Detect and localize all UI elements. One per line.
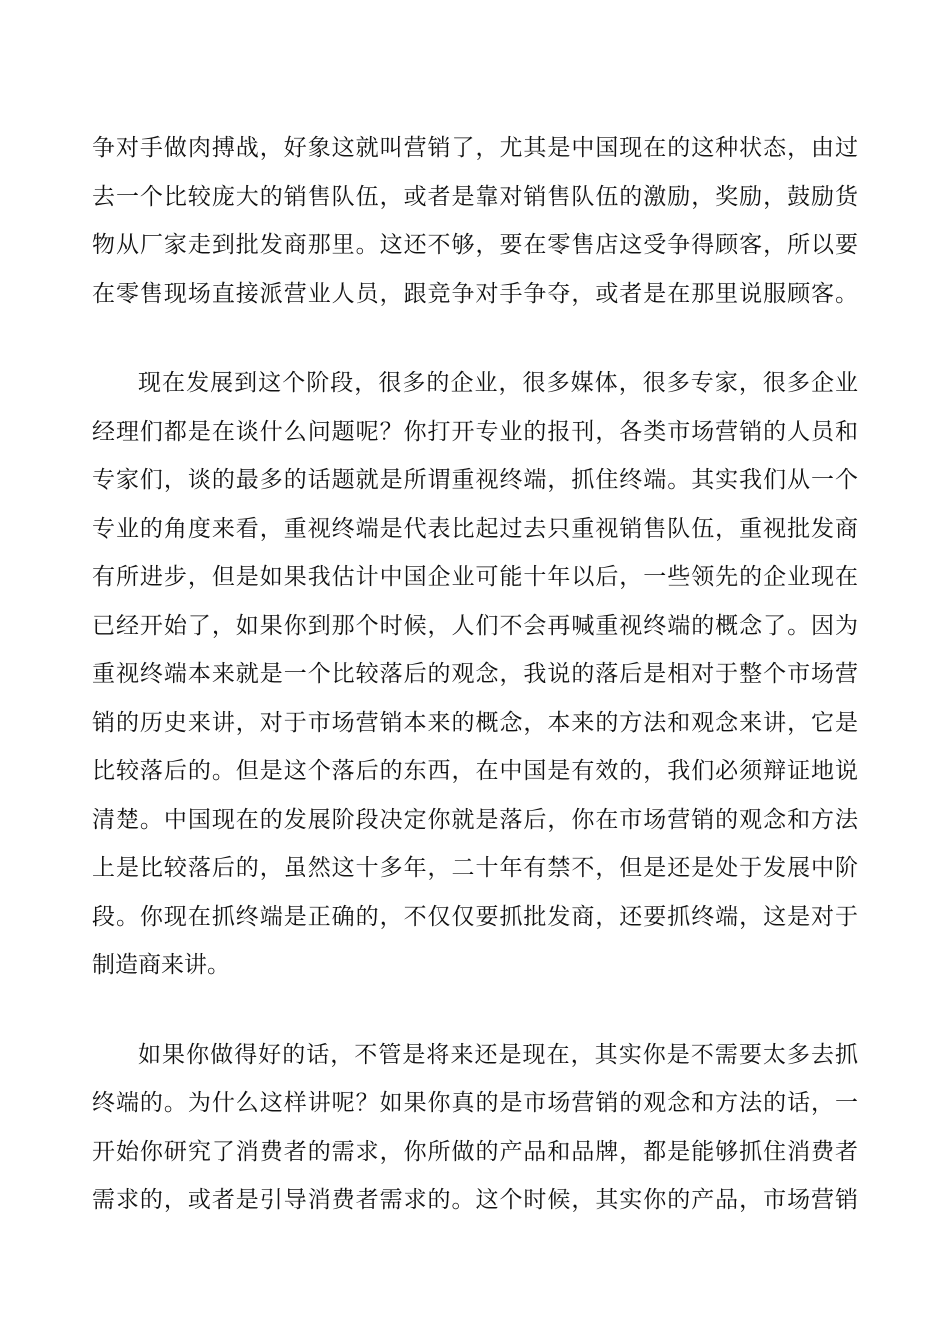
text-line: 有所进步，但是如果我估计中国企业可能十年以后，一些领先的企业现在: [92, 564, 858, 590]
paragraph-1: [92, 124, 858, 318]
paragraph-2: [92, 359, 858, 990]
text-line: 专业的角度来看，重视终端是代表比起过去只重视销售队伍，重视批发商: [92, 515, 858, 542]
text-line: 专家们，谈的最多的话题就是所谓重视终端，抓住终端。其实我们从一个: [92, 467, 858, 493]
text-line: 重视终端本来就是一个比较落后的观念，我说的落后是相对于整个市场营: [92, 661, 858, 687]
document-body: [92, 124, 858, 1225]
text-line: 制造商来讲。: [92, 952, 230, 978]
text-line: 清楚。中国现在的发展阶段决定你就是落后，你在市场营销的观念和方法: [92, 806, 858, 833]
text-line: 如果你做得好的话，不管是将来还是现在，其实你是不需要太多去抓: [138, 1041, 858, 1068]
paragraph-3: [92, 1031, 858, 1225]
text-line: 已经开始了，如果你到那个时候，人们不会再喊重视终端的概念了。因为: [92, 612, 858, 639]
text-line: 物从厂家走到批发商那里。这还不够，要在零售店这受争得顾客，所以要: [92, 232, 858, 258]
text-line: 去一个比较庞大的销售队伍，或者是靠对销售队伍的激励，奖励，鼓励货: [92, 183, 858, 210]
text-line: 比较落后的。但是这个落后的东西，在中国是有效的，我们必须辩证地说: [92, 758, 858, 784]
text-line: 开始你研究了消费者的需求，你所做的产品和品牌，都是能够抓住消费者: [92, 1138, 858, 1165]
text-line: 上是比较落后的，虽然这十多年，二十年有禁不，但是还是处于发展中阶: [92, 855, 858, 881]
text-line: 经理们都是在谈什么问题呢？你打开专业的报刊，各类市场营销的人员和: [92, 418, 858, 445]
text-line: 现在发展到这个阶段，很多的企业，很多媒体，很多专家，很多企业: [138, 370, 858, 396]
text-line: 争对手做肉搏战，好象这就叫营销了，尤其是中国现在的这种状态，由过: [92, 135, 858, 161]
text-line: 在零售现场直接派营业人员，跟竞争对手争夺，或者是在那里说服顾客。: [92, 280, 858, 307]
text-line: 需求的，或者是引导消费者需求的。这个时候，其实你的产品，市场营销: [92, 1187, 858, 1213]
text-line: 销的历史来讲，对于市场营销本来的概念，本来的方法和观念来讲，它是: [92, 709, 858, 736]
text-line: 段。你现在抓终端是正确的，不仅仅要抓批发商，还要抓终端，这是对于: [92, 903, 858, 930]
text-line: 终端的。为什么这样讲呢？如果你真的是市场营销的观念和方法的话，一: [92, 1090, 858, 1116]
